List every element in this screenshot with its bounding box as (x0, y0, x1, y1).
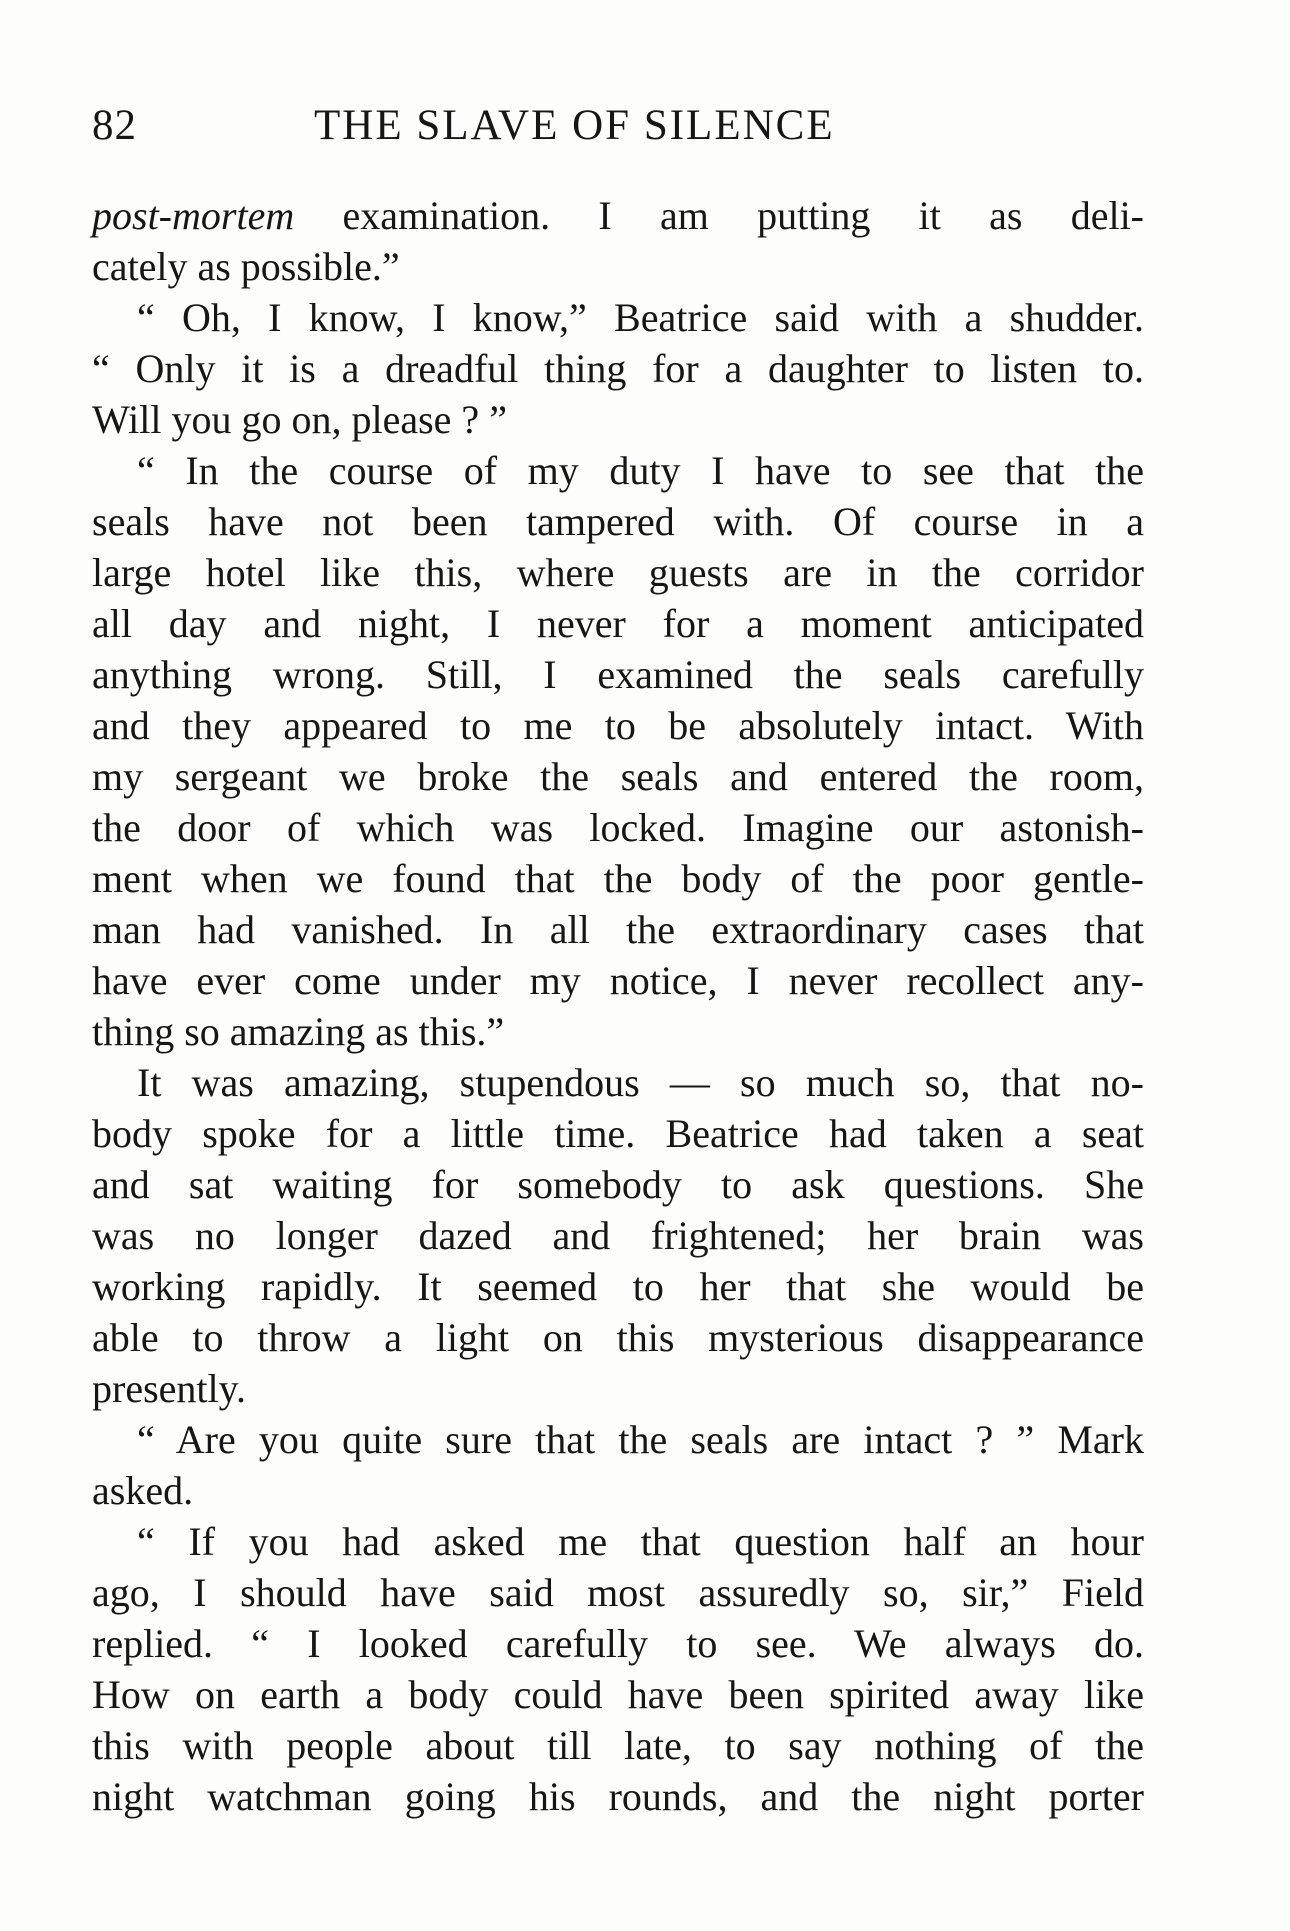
text-line: ment when we found that the body of the poor gentle- (92, 856, 1144, 901)
text-line: large hotel like this, where guests are in the corridor (92, 550, 1144, 595)
text-line: and they appeared to me to be absolutely intact. With (92, 703, 1144, 748)
text-line: Will you go on, please ? ” (92, 397, 507, 442)
text-line: It was amazing, stupendous — so much so, that no- (137, 1060, 1144, 1105)
text-line (92, 190, 1144, 241)
text-line: was no longer dazed and frightened; her brain was (92, 1213, 1144, 1258)
text-line: seals have not been tampered with. Of course in a (92, 499, 1144, 544)
text-line: “ In the course of my duty I have to see that the (137, 448, 1144, 493)
text-line: How on earth a body could have been spirited away like (92, 1672, 1144, 1717)
italic-term: post-mortem (92, 193, 295, 238)
text-line: “ Only it is a dreadful thing for a daughter to listen to. (92, 346, 1144, 391)
text-line: “ If you had asked me that question half an hour (137, 1519, 1144, 1564)
text-line: “ Oh, I know, I know,” Beatrice said with a shudder. (137, 295, 1144, 340)
text-line: all day and night, I never for a moment anticipated (92, 601, 1144, 646)
text-line: working rapidly. It seemed to her that she would be (92, 1264, 1144, 1309)
line-text: examination. I am putting it as deli- (294, 193, 1144, 238)
text-line: cately as possible.” (92, 244, 400, 289)
text-line: this with people about till late, to say nothing of the (92, 1723, 1144, 1768)
running-head (92, 96, 1142, 156)
text-line: ago, I should have said most assuredly so, sir,” Field (92, 1570, 1144, 1615)
text-line: night watchman going his rounds, and the night porter (92, 1774, 1144, 1819)
page-number: 82 (92, 102, 137, 149)
text-line: “ Are you quite sure that the seals are intact ? ” Mark (137, 1417, 1144, 1462)
text-line: the door of which was locked. Imagine our astonish- (92, 805, 1144, 850)
text-line: thing so amazing as this.” (92, 1009, 505, 1054)
text-line: presently. (92, 1366, 247, 1411)
text-line: asked. (92, 1468, 194, 1513)
text-line: able to throw a light on this mysterious disappearance (92, 1315, 1144, 1360)
text-line: and sat waiting for somebody to ask questions. She (92, 1162, 1144, 1207)
text-line: my sergeant we broke the seals and entered the room, (92, 754, 1144, 799)
text-line: anything wrong. Still, I examined the seals carefully (92, 652, 1144, 697)
book-title: THE SLAVE OF SILENCE (314, 102, 835, 149)
text-line: have ever come under my notice, I never recollect any- (92, 958, 1144, 1003)
text-line: replied. “ I looked carefully to see. We always do. (92, 1621, 1144, 1666)
text-line: man had vanished. In all the extraordinary cases that (92, 907, 1144, 952)
body-text (92, 190, 1144, 1822)
text-line: body spoke for a little time. Beatrice had taken a seat (92, 1111, 1144, 1156)
